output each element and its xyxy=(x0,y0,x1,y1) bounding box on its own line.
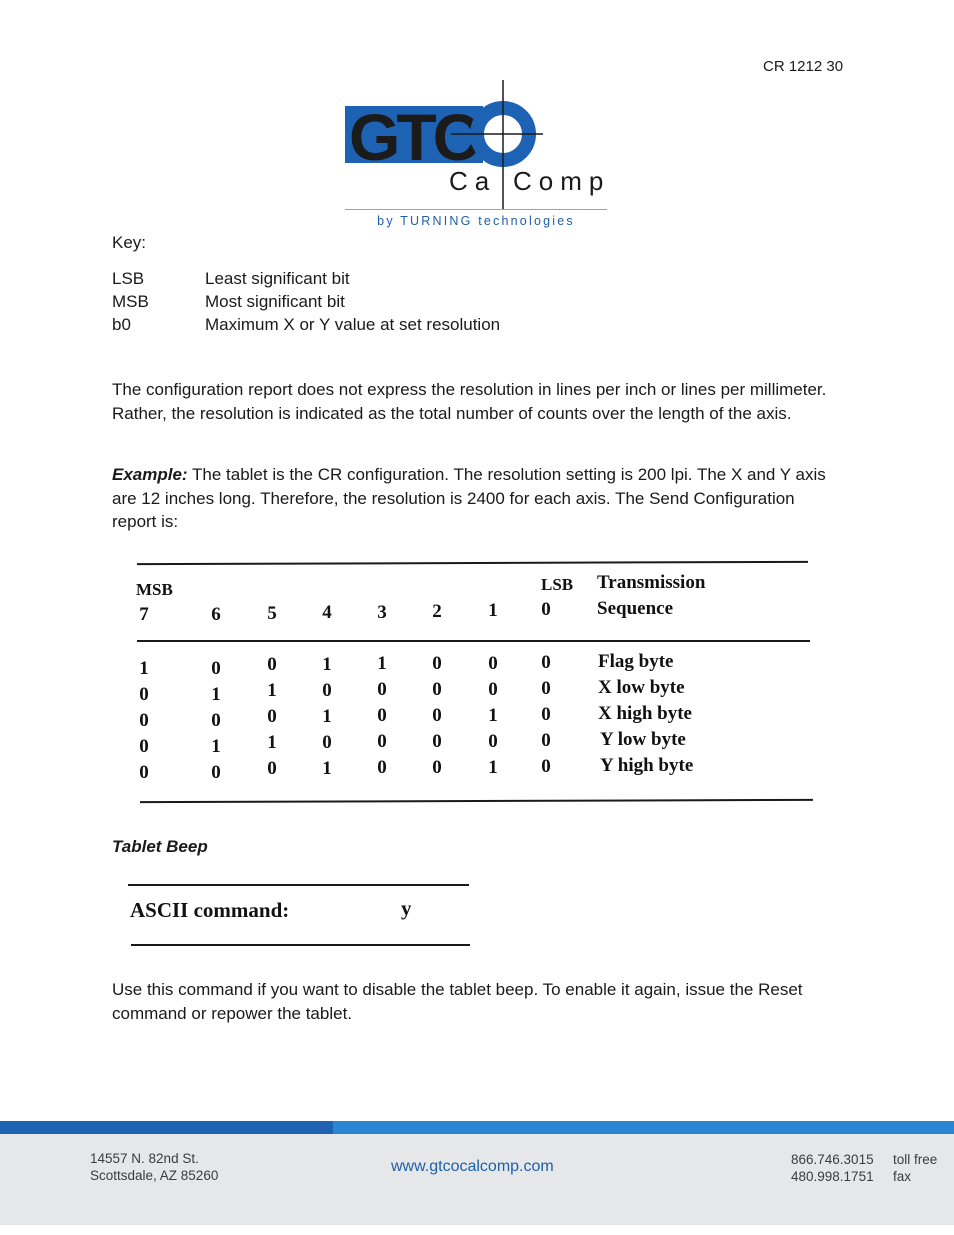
config-paragraph: The configuration report does not express the resolution in lines per inch or lines per millimeter. Rather, the resolution is indicated as the total number of counts over the length of the axis. xyxy=(112,380,827,423)
bit-cell: 0 xyxy=(541,652,551,673)
bit-cell: 0 xyxy=(211,762,221,783)
key-meaning: Most significant bit xyxy=(205,292,345,311)
key-abbr: LSB xyxy=(112,269,145,288)
bit-header: 4 xyxy=(322,602,332,623)
bit-cell: 0 xyxy=(211,710,221,731)
msb-header: MSB xyxy=(136,580,173,599)
byte-label: Flag byte xyxy=(598,651,674,672)
footer-band-dark xyxy=(0,1121,333,1134)
bit-cell: 0 xyxy=(322,680,332,701)
ascii-command-label: ASCII command: xyxy=(130,898,290,922)
key-meaning: Maximum X or Y value at set resolution xyxy=(205,315,501,334)
ascii-command-value: y xyxy=(401,896,412,920)
bit-cell: 0 xyxy=(541,730,551,751)
table-bottom-rule xyxy=(140,799,813,803)
table-header-rule xyxy=(137,640,810,642)
bit-cell: 0 xyxy=(432,757,442,778)
bit-header: 2 xyxy=(432,601,442,622)
bit-cell: 0 xyxy=(488,679,498,700)
bit-cell: 0 xyxy=(139,684,149,705)
bit-cell: 0 xyxy=(541,756,551,777)
bit-cell: 1 xyxy=(211,684,221,705)
example-text: The tablet is the CR configuration. The resolution setting is 200 lpi. The X and Y axis are 12 inches long. Therefore, the resolution is 2400 for each axis. The Send Configuration report is: xyxy=(112,465,826,531)
website-link[interactable]: www.gtcocalcomp.com xyxy=(391,1158,554,1175)
bit-cell: 1 xyxy=(267,680,277,701)
bit-header: 1 xyxy=(488,600,498,621)
bit-header: 5 xyxy=(267,603,277,624)
bit-cell: 0 xyxy=(541,678,551,699)
bit-cell: 0 xyxy=(541,704,551,725)
bit-cell: 0 xyxy=(377,679,387,700)
address-line: Scottsdale, AZ 85260 xyxy=(90,1167,219,1183)
footer-phones xyxy=(791,1152,874,1185)
bit-cell: 0 xyxy=(322,732,332,753)
bit-cell: 1 xyxy=(377,653,387,674)
bit-cell: 0 xyxy=(211,658,221,679)
lsb-header: LSB xyxy=(541,575,574,594)
bit-header: 0 xyxy=(541,599,551,620)
phone-label: toll free xyxy=(893,1152,938,1167)
phone-number: 866.746.3015 xyxy=(791,1152,874,1167)
key-meaning: Least significant bit xyxy=(205,269,350,288)
sequence-header: Sequence xyxy=(597,598,673,619)
bit-cell: 0 xyxy=(267,706,277,727)
example-label: Example: xyxy=(112,465,188,484)
bit-cell: 1 xyxy=(211,736,221,757)
fax-label: fax xyxy=(893,1168,912,1184)
command-bottom-rule xyxy=(131,944,470,946)
bit-cell: 0 xyxy=(432,653,442,674)
bit-header: 7 xyxy=(139,604,149,625)
bit-cell: 0 xyxy=(377,757,387,778)
byte-label: Y low byte xyxy=(600,729,686,750)
bit-cell: 0 xyxy=(432,705,442,726)
bit-cell: 0 xyxy=(488,731,498,752)
bit-cell: 1 xyxy=(322,654,332,675)
key-abbr: b0 xyxy=(112,315,131,334)
logo-brand-top: GTC xyxy=(349,100,477,174)
transmission-header: Transmission xyxy=(597,572,706,593)
bit-cell: 0 xyxy=(267,758,277,779)
bit-cell: 0 xyxy=(432,731,442,752)
footer-address xyxy=(90,1151,218,1184)
bit-cell: 0 xyxy=(488,653,498,674)
footer-band-light xyxy=(333,1121,954,1134)
byte-label: X high byte xyxy=(598,703,692,724)
logo-brand-bottom: Ca xyxy=(449,166,497,196)
bit-header: 6 xyxy=(211,604,221,625)
byte-label: Y high byte xyxy=(600,755,694,776)
bit-header: 3 xyxy=(377,602,387,623)
key-abbr: MSB xyxy=(112,292,149,311)
bit-cell: 0 xyxy=(377,705,387,726)
tablet-beep-heading: Tablet Beep xyxy=(112,837,208,856)
bit-cell: 0 xyxy=(139,736,149,757)
beep-usage-paragraph: Use this command if you want to disable the tablet beep. To enable it again, issue the Reset command or repower the tablet. xyxy=(112,980,803,1023)
key-heading: Key: xyxy=(112,233,147,252)
fax-number: 480.998.1751 xyxy=(791,1168,874,1184)
document-id: CR 1212 30 xyxy=(763,58,844,75)
address-line: 14557 N. 82nd St. xyxy=(90,1151,199,1166)
bit-cell: 0 xyxy=(267,654,277,675)
byte-label: X low byte xyxy=(598,677,685,698)
bit-cell: 1 xyxy=(322,758,332,779)
bit-cell: 1 xyxy=(322,706,332,727)
svg-text:Comp: Comp xyxy=(513,166,611,196)
bit-cell: 0 xyxy=(139,762,149,783)
logo-tagline: by TURNING technologies xyxy=(377,214,575,228)
command-top-rule xyxy=(128,884,469,886)
bit-cell: 0 xyxy=(432,679,442,700)
table-top-rule xyxy=(137,561,808,565)
bit-cell: 0 xyxy=(377,731,387,752)
bit-cell: 1 xyxy=(267,732,277,753)
footer-phone-labels xyxy=(893,1152,937,1185)
bit-cell: 1 xyxy=(488,757,498,778)
bit-cell: 1 xyxy=(488,705,498,726)
bit-cell: 0 xyxy=(139,710,149,731)
bit-cell: 1 xyxy=(139,658,149,679)
